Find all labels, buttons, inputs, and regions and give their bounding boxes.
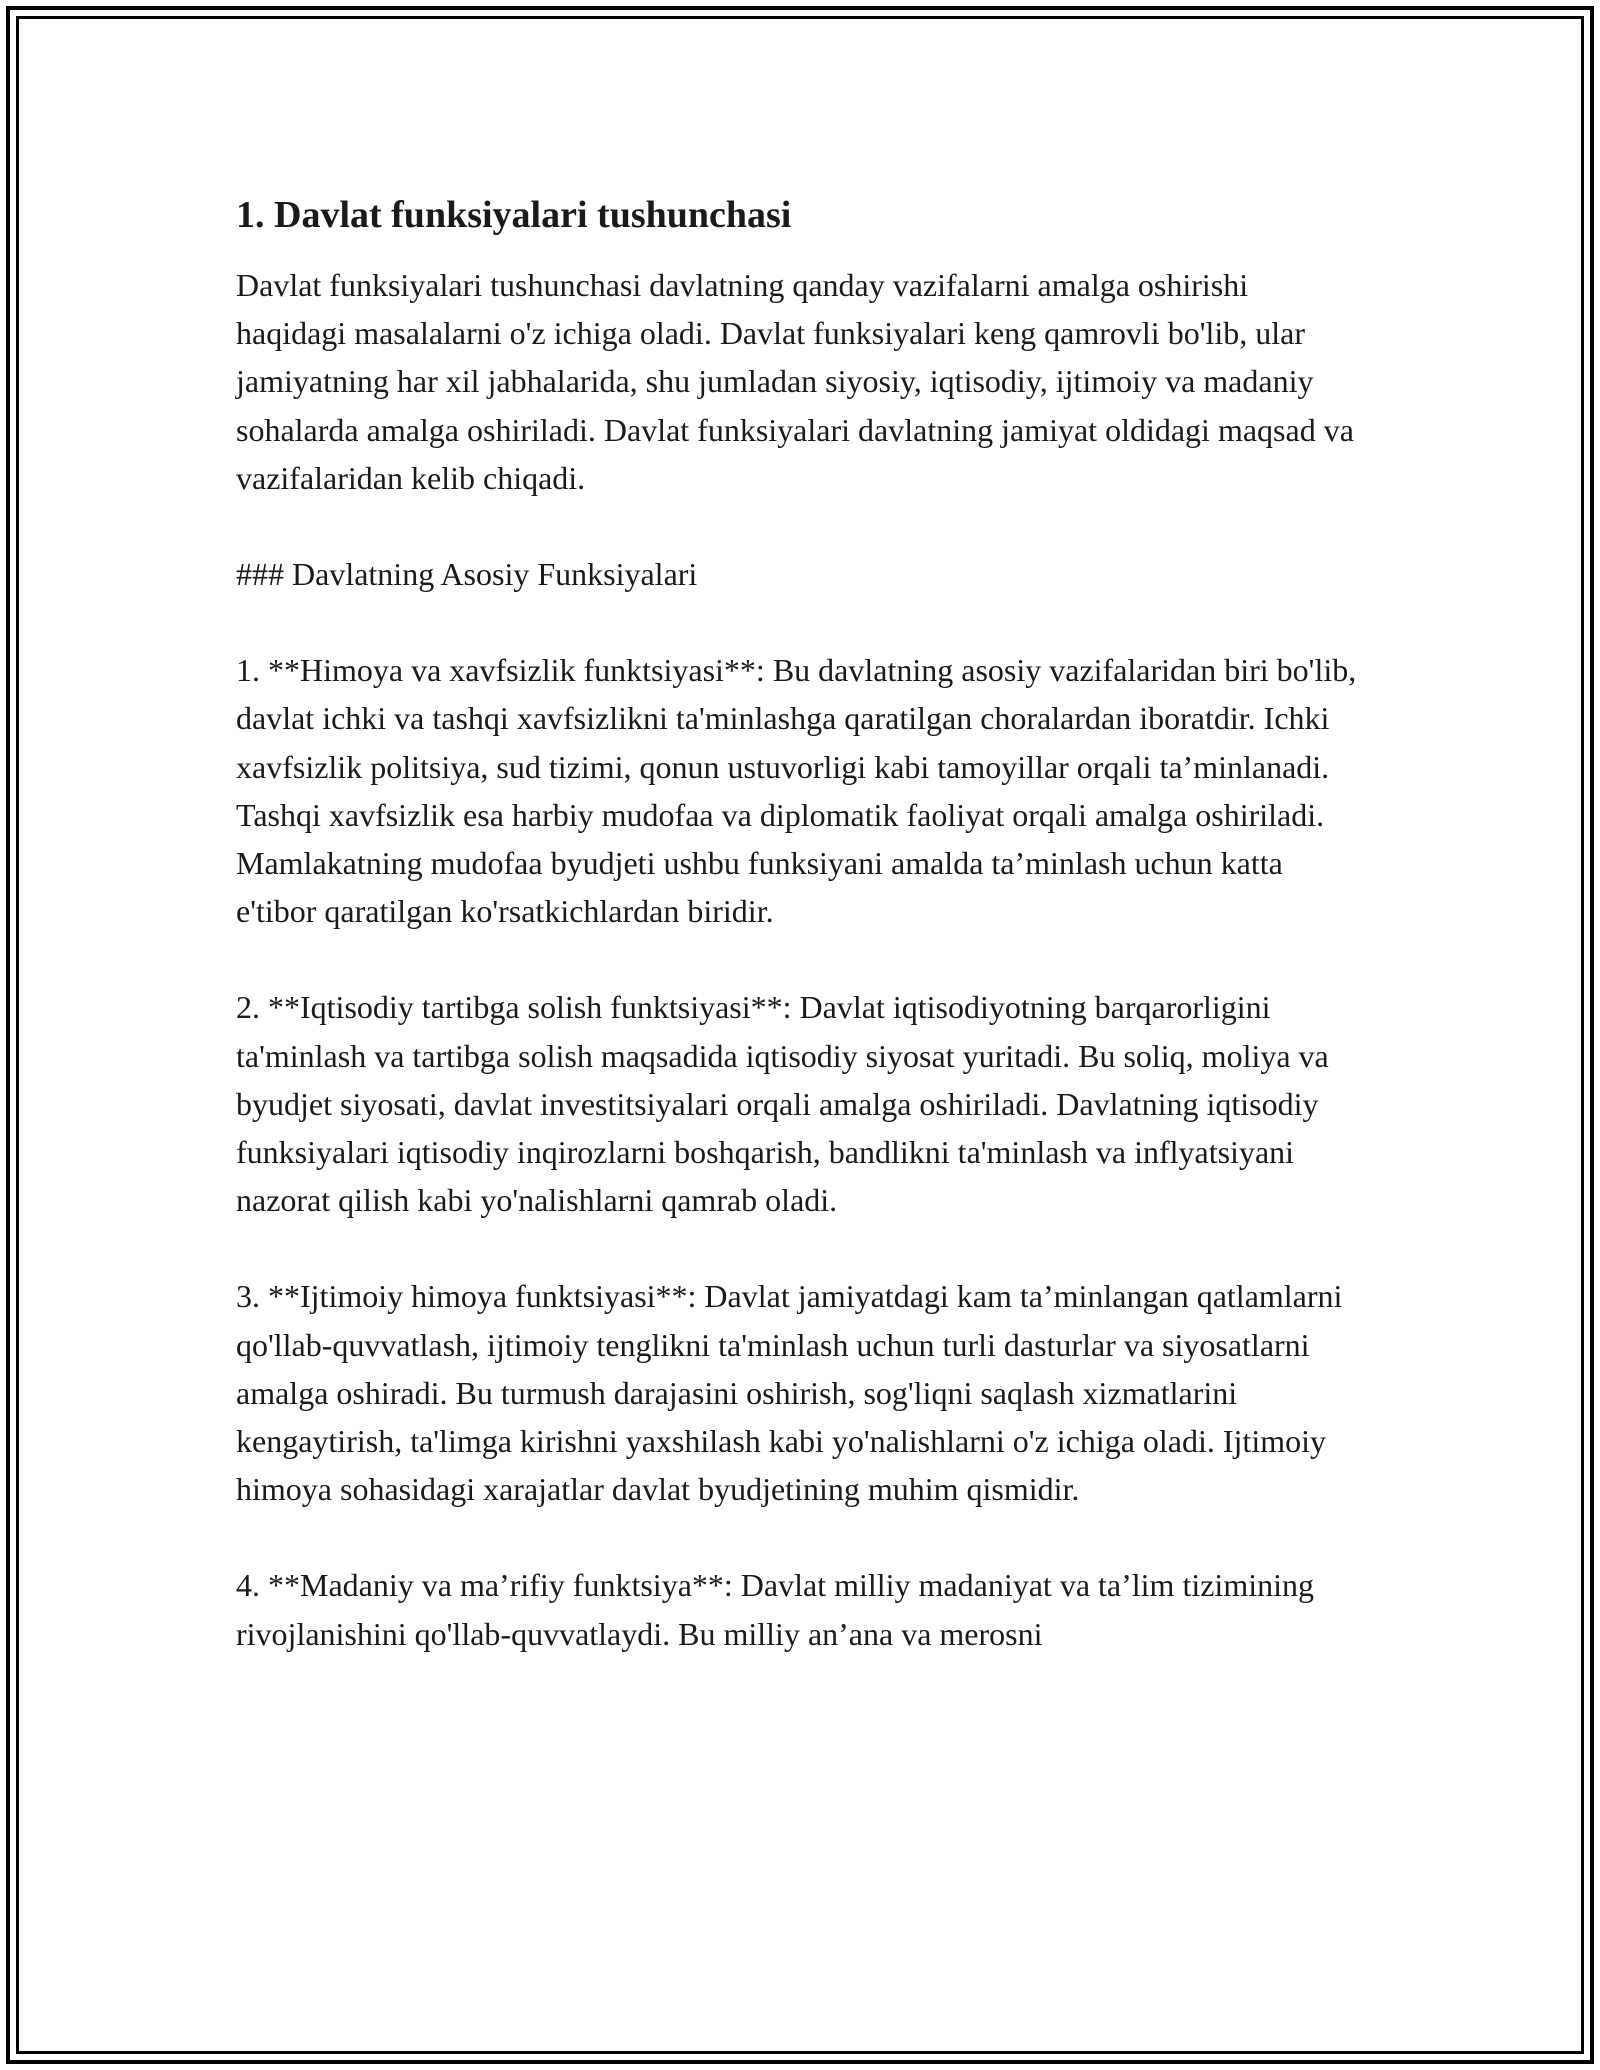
document-title: 1. Davlat funksiyalari tushunchasi bbox=[236, 194, 792, 236]
section-subheading: ### Davlatning Asosiy Funksiyalari bbox=[236, 556, 698, 593]
list-item-2: 2. **Iqtisodiy tartibga solish funktsiyasi**: Davlat iqtisodiyotning barqarorligini ta'minlash va tartibga solish maqsadida iqtisodiy siyosat yuritadi. Bu soliq, moliya va byudjet siyosati, davlat investitsiyalari orqali amalga oshiriladi. Davlatning iqtisodiy funksiyalari iqtisodiy inqirozlarni boshqarish, bandlikni ta'minlash va inflyatsiyani nazorat qilish kabi yo'nalishlarni qamrab oladi. bbox=[236, 989, 1329, 1219]
document-body bbox=[236, 183, 1366, 1706]
list-item-1: 1. **Himoya va xavfsizlik funktsiyasi**: Bu davlatning asosiy vazifalaridan biri bo'lib, davlat ichki va tashqi xavfsizlikni ta'minlashga qaratilgan choralardan iboratdir. Ichki xavfsizlik politsiya, sud tizimi, qonun ustuvorligi kabi tamoyillar orqali ta’minlanadi. Tashqi xavfsizlik esa harbiy mudofaa va diplomatik faoliyat orqali amalga oshiriladi. Mamlakatning mudofaa byudjeti ushbu funksiyani amalda ta’minlash uchun katta e'tibor qaratilgan ko'rsatkichlardan biridir. bbox=[236, 652, 1357, 930]
intro-paragraph: Davlat funksiyalari tushunchasi davlatning qanday vazifalarni amalga oshirishi haqidagi masalalarni o'z ichiga oladi. Davlat funksiyalari keng qamrovli bo'lib, ular jamiyatning har xil jabhalarida, shu jumladan siyosiy, iqtisodiy, ijtimoiy va madaniy sohalarda amalga oshiriladi. Davlat funksiyalari davlatning jamiyat oldidagi maqsad va vazifalaridan kelib chiqadi. bbox=[236, 267, 1354, 496]
list-item-4: 4. **Madaniy va ma’rifiy funktsiya**: Davlat milliy madaniyat va ta’lim tizimining rivojlanishini qo'llab-quvvatlaydi. Bu milliy an’ana va merosni bbox=[236, 1567, 1314, 1652]
list-item-3: 3. **Ijtimoiy himoya funktsiyasi**: Davlat jamiyatdagi kam ta’minlangan qatlamlarni qo'llab-quvvatlash, ijtimoiy tenglikni ta'minlash uchun turli dasturlar va siyosatlarni amalga oshiradi. Bu turmush darajasini oshirish, sog'liqni saqlash xizmatlarini kengaytirish, ta'limga kirishni yaxshilash kabi yo'nalishlarni o'z ichiga oladi. Ijtimoiy himoya sohasidagi xarajatlar davlat byudjetining muhim qismidir. bbox=[236, 1278, 1343, 1508]
